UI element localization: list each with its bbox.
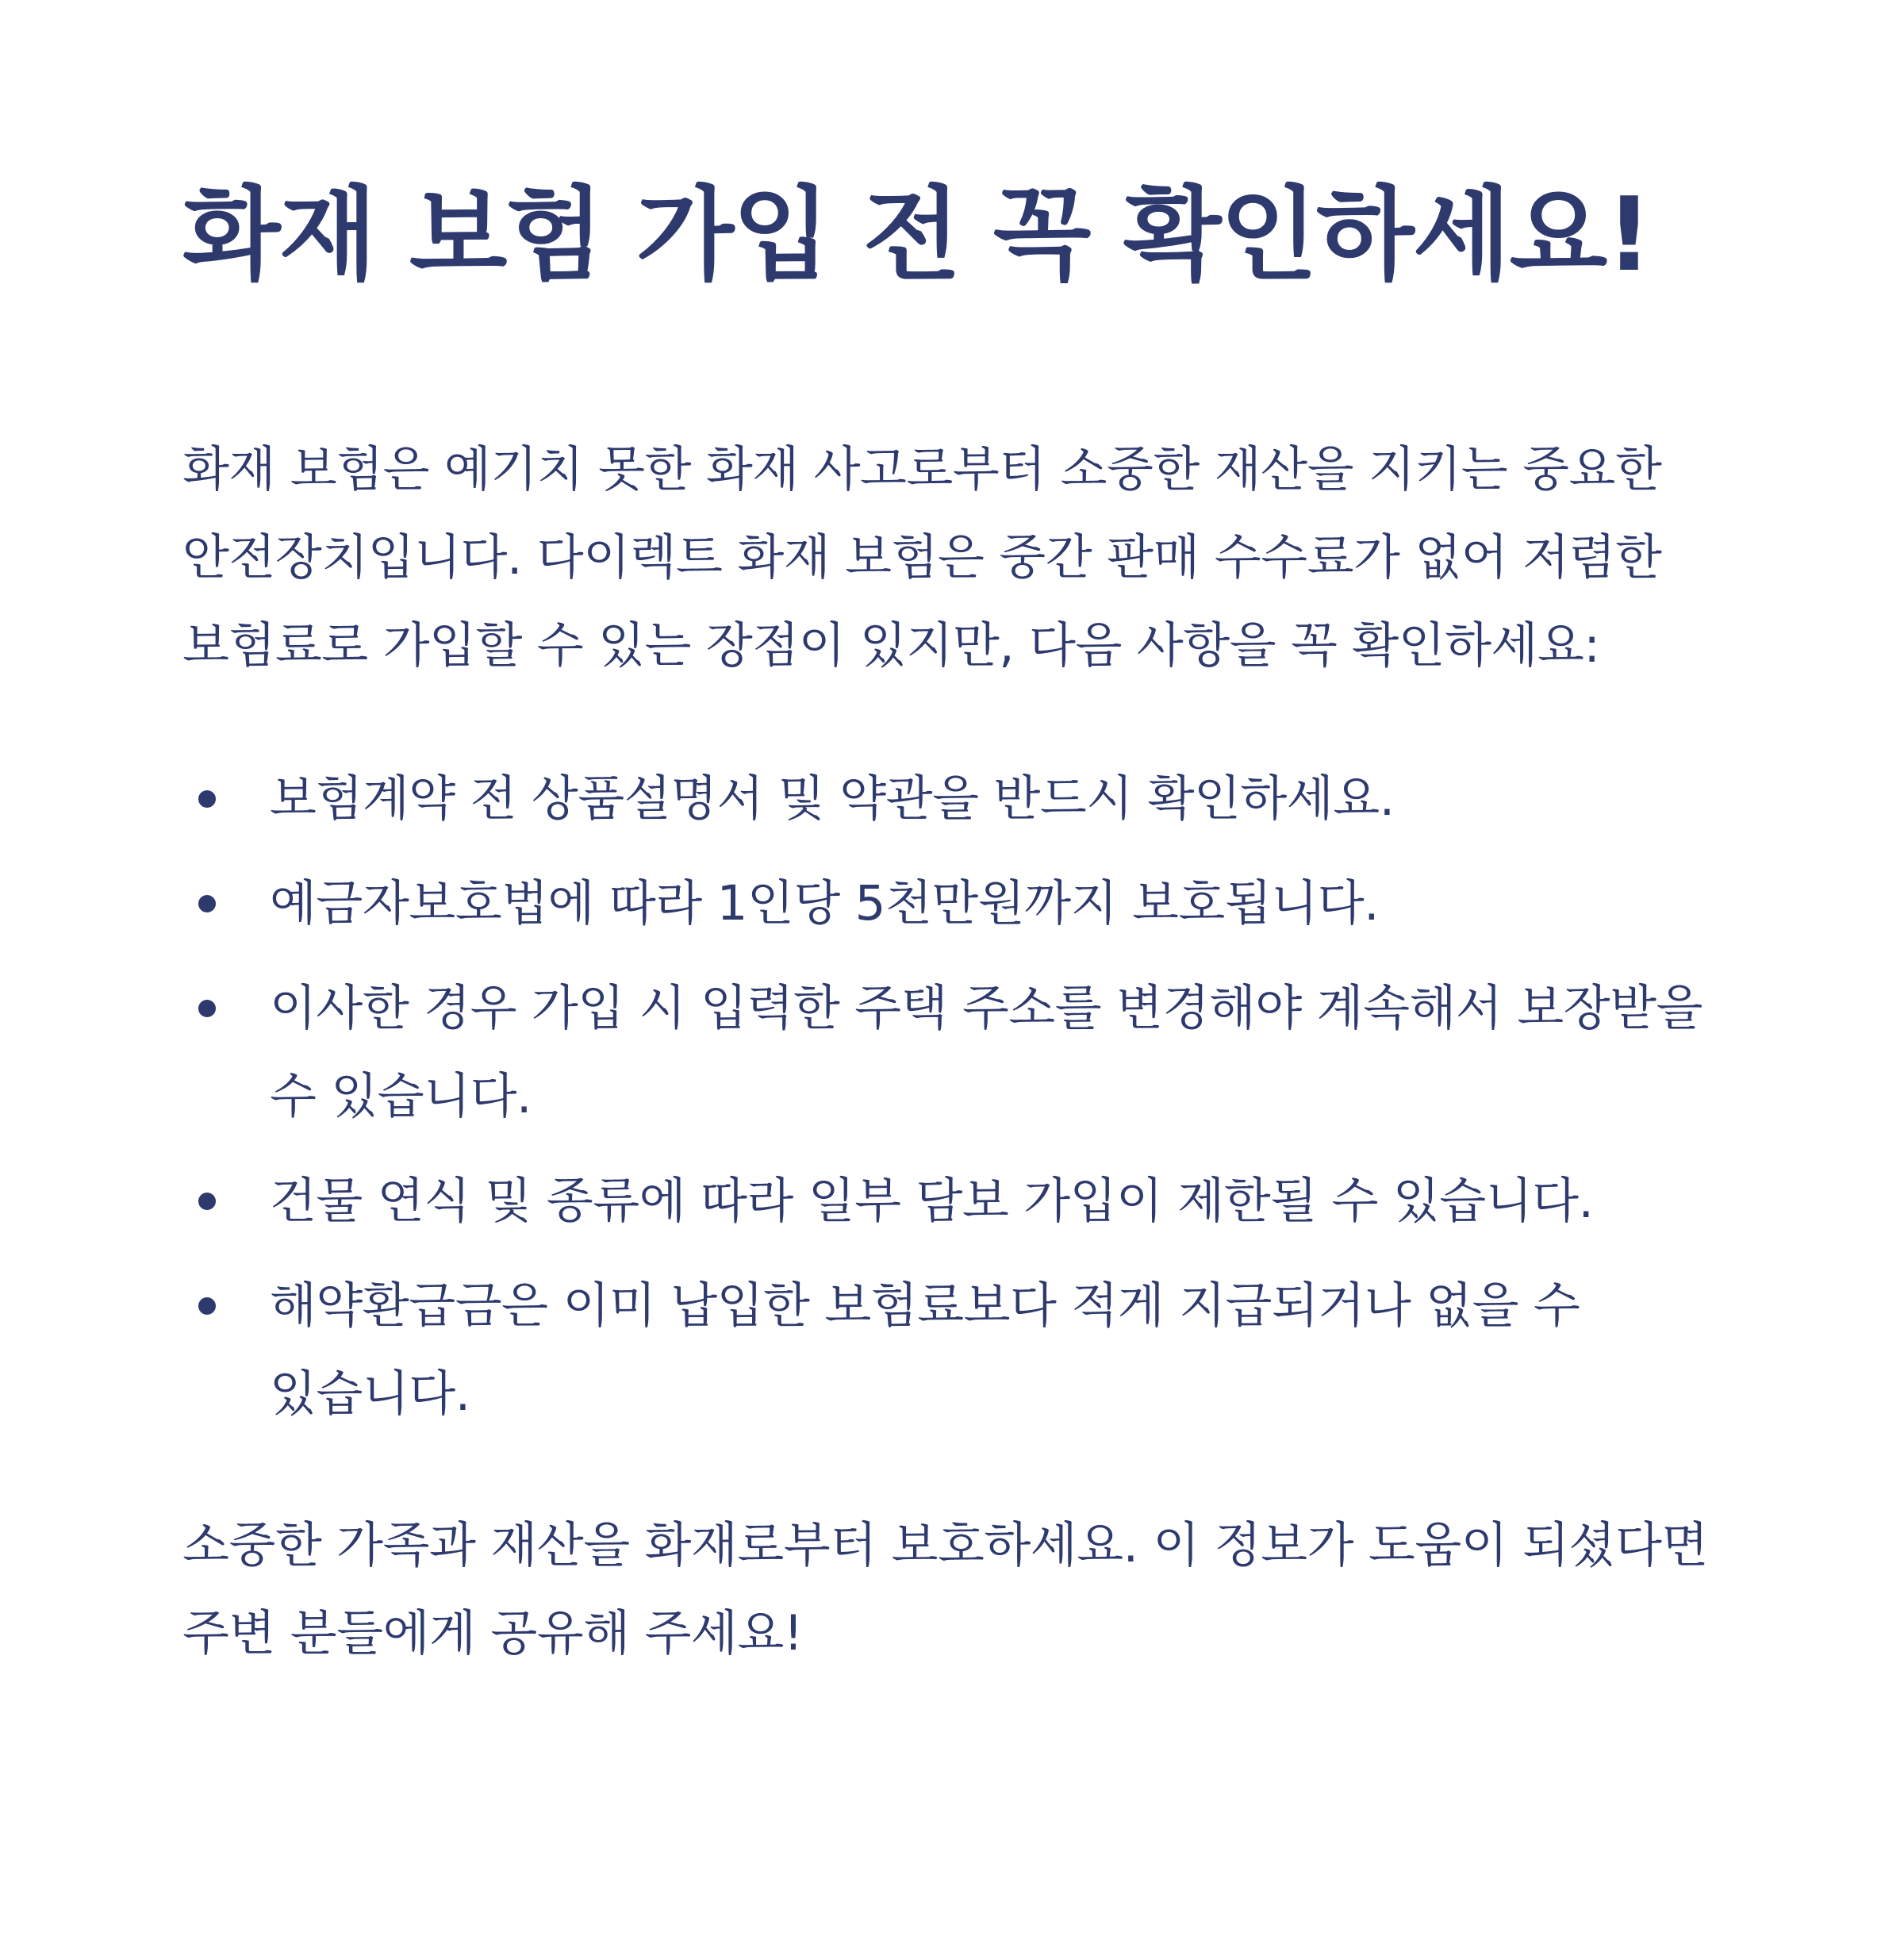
checklist: [182, 755, 1722, 1438]
list-item-text: 해약환급금은 이미 납입한 보험료보다 적게 지급되거나 없을 수 있습니다.: [270, 1277, 1580, 1422]
list-item: [182, 859, 1737, 947]
bullet-icon: [198, 790, 216, 808]
list-item-text: 건물 연식 및 종류에 따라 일부 담보 가입이 제한될 수 있습니다.: [270, 1172, 1594, 1229]
list-item-text: 예금자보호법에 따라 1인당 5천만원까지 보호됩니다.: [270, 874, 1380, 932]
list-item: [182, 964, 1737, 1140]
list-item: [182, 1157, 1737, 1245]
page-title: 화재 보험 가입 전 꼭 확인하세요!: [182, 176, 1651, 294]
bullet-icon: [198, 895, 216, 912]
closing-paragraph: 소중한 가족과 재산을 화재로부터 보호하세요. 이 정보가 도움이 되셨다면 주변 분들에게 공유해 주세요!: [182, 1516, 1708, 1661]
list-item-text: 이사한 경우 가입 시 입력한 주택 주소를 변경해야 계속해서 보장받을 수 있습니다.: [270, 979, 1702, 1124]
intro-paragraph: 화재 보험은 예기치 못한 화재 사고로부터 소중한 재산을 지키는 중요한 안전장치입니다. 다이렉트 화재 보험은 중간 판매 수수료가 없어 저렴한 보험료로 가입할 수 있는 장점이 있지만, 다음 사항을 꼭 확인하세요:: [182, 440, 1662, 674]
bullet-icon: [198, 1000, 216, 1017]
list-item: [182, 1262, 1737, 1438]
bullet-icon: [198, 1193, 216, 1210]
list-item: [182, 755, 1737, 843]
list-item-text: 보험계약 전 상품설명서 및 약관을 반드시 확인하세요.: [270, 770, 1395, 827]
bullet-icon: [198, 1297, 216, 1315]
